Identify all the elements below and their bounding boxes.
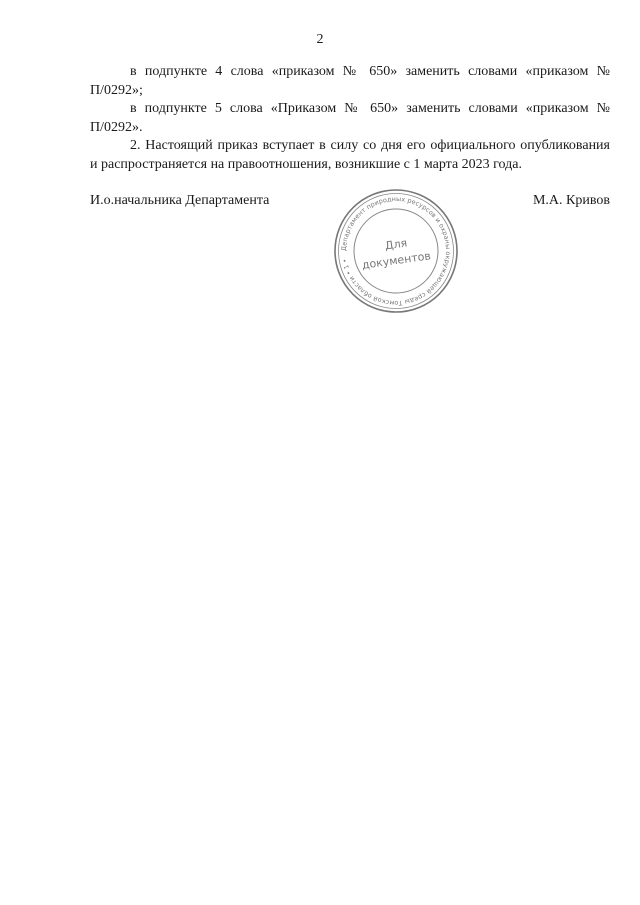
signatory-position: И.о.начальника Департамента	[90, 193, 270, 208]
stamp-center-line1: Для	[384, 236, 409, 253]
official-stamp	[331, 188, 461, 314]
signatory-name: М.А. Кривов	[532, 193, 610, 208]
stamp-ring-text: Департамент природных ресурсов и охраны окружающей среды Томской области • 1 •	[339, 194, 453, 308]
paragraph-subclause-4	[90, 63, 610, 100]
document-body	[90, 63, 610, 174]
stamp-center-line2: документов	[361, 249, 432, 272]
paragraph-line: П/0292»;	[90, 82, 143, 98]
paragraph-line: и распространяется на правоотношения, возникшие с 1 марта 2023 года.	[90, 156, 522, 172]
stamp-seal-icon	[331, 188, 461, 314]
paragraph-line: в подпункте 4 слова «приказом № 650» заменить словами «приказом №	[130, 64, 610, 79]
paragraph-line: 2. Настоящий приказ вступает в силу со дня его официального опубликования	[130, 138, 610, 153]
paragraph-subclause-5	[90, 100, 610, 137]
page-number: 2	[316, 32, 324, 47]
paragraph-line: в подпункте 5 слова «Приказом № 650» заменить словами «приказом №	[130, 101, 610, 116]
paragraph-line: П/0292».	[90, 119, 143, 135]
paragraph-clause-2	[90, 137, 610, 174]
